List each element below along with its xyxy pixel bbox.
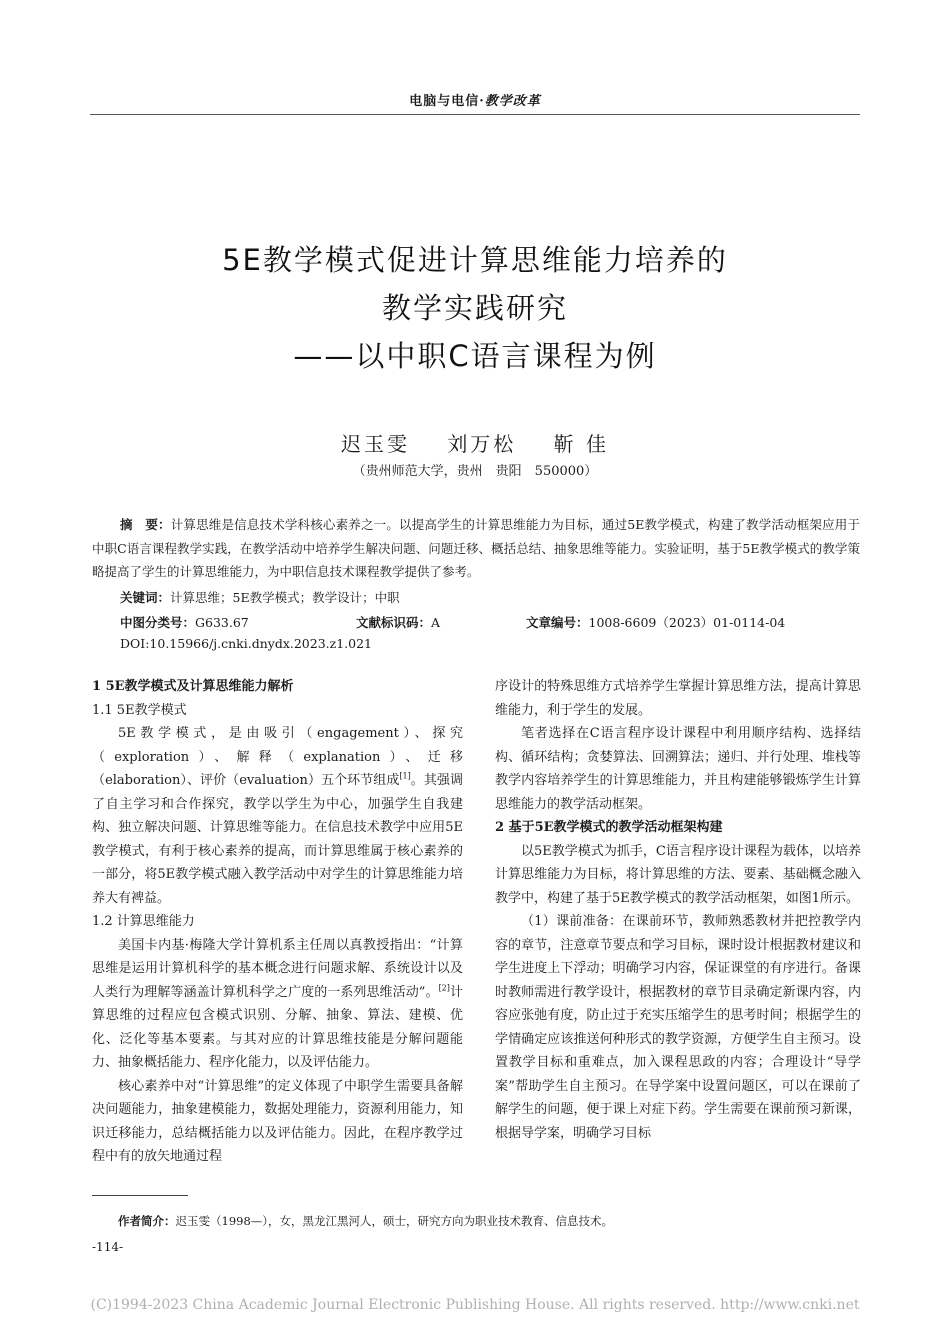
keywords-text: 计算思维；5E教学模式；教学设计；中职 xyxy=(170,590,400,605)
paragraph: 核心素养中对“计算思维”的定义体现了中职学生需要具备解决问题能力，抽象建模能力，数据处理能力，资源利用能力，知识迁移能力，总结概括能力以及评估能力。因此，在程序教学过程中有的放矢地通过程 xyxy=(92,1078,463,1164)
right-column xyxy=(495,675,861,1145)
article-number-value: 1008-6609（2023）01-0114-04 xyxy=(588,615,786,630)
section-name: 教学改革 xyxy=(484,94,541,109)
abstract xyxy=(92,513,860,584)
running-header xyxy=(0,90,950,109)
article-number xyxy=(526,613,785,631)
text-run: 。其强调了自主学习和合作探究，教学以学生为中心，加强学生自我建构、独立解决问题、计算思维等能力。在信息技术教学中应用5E教学模式，有利于核心素养的提高，而计算思维属于核心素养的一部分，将5E教学模式融入教学活动中对学生的计算思维能力培养大有裨益。 xyxy=(92,773,463,906)
author-list xyxy=(0,428,950,457)
page-number: -114- xyxy=(92,1240,124,1254)
footnote-text: 迟玉雯（1998—），女，黑龙江黑河人，硕士，研究方向为职业技术教育、信息技术。 xyxy=(175,1214,614,1228)
header-rule xyxy=(90,114,860,115)
title-line-3: ——以中职C语言课程为例 xyxy=(293,339,657,373)
journal-name: 电脑与电信 xyxy=(409,94,480,109)
section-1-2-heading: 1.2 计算思维能力 xyxy=(92,914,195,929)
paragraph: 序设计的特殊思维方式培养学生掌握计算思维方法，提高计算思维能力，利于学生的发展。 xyxy=(495,679,861,718)
footnote-label: 作者简介： xyxy=(118,1214,176,1228)
section-1-1-heading: 1.1 5E教学模式 xyxy=(92,702,187,718)
document-code-label: 文献标识码： xyxy=(356,615,432,630)
author-3: 靳 佳 xyxy=(553,432,610,456)
doi: DOI:10.15966/j.cnki.dnydx.2023.z1.021 xyxy=(120,636,373,651)
document-code xyxy=(356,613,440,631)
copyright-notice: (C)1994-2023 China Academic Journal Electronic Publishing House. All rights reserved. http://www.cnki.net xyxy=(90,1297,860,1313)
keywords xyxy=(120,588,400,606)
citation: [1] xyxy=(399,771,411,781)
abstract-label: 摘 要： xyxy=(120,517,171,532)
paragraph: 以5E教学模式为抓手，C语言程序设计课程为载体，以培养计算思维能力为目标，将计算思维的方法、要素、基础概念融入教学中，构建了基于5E教学模式的教学活动框架，如图1所示。 xyxy=(495,843,861,906)
citation: [2] xyxy=(438,983,450,993)
header-dot: · xyxy=(479,94,485,109)
author-bio-footnote xyxy=(118,1213,613,1229)
keywords-label: 关键词： xyxy=(120,590,171,605)
paragraph: 笔者选择在C语言程序设计课程中利用顺序结构、选择结构、循环结构；贪婪算法、回溯算法；递归、并行处理、堆栈等教学内容培养学生的计算思维能力，并且构建能够锻炼学生计算思维能力的教学活动框架。 xyxy=(495,726,861,812)
paragraph: （1）课前准备：在课前环节，教师熟悉教材并把控教学内容的章节，注意章节要点和学习目标，课时设计根据教材建议和学生进度上下浮动；明确学习内容，保证课堂的有序进行。备课时教师需进行教学设计，根据教材的章节目录确定新课内容，内容应张弛有度，防止过于充实压缩学生的思考时间；根据学生的学情确定应该推送何种形式的教学资源，方便学生自主预习。设置教学目标和重难点，加入课程思政的内容；合理设计“导学案”帮助学生自主预习。在导学案中设置问题区，可以在课前了解学生的问题，便于课上对症下药。学生需要在课前预习新课，根据导学案，明确学习目标 xyxy=(495,914,861,1141)
section-1-heading: 1 5E教学模式及计算思维能力解析 xyxy=(92,679,294,694)
title-line-1: 5E教学模式促进计算思维能力培养的 xyxy=(222,243,728,277)
footnote-rule xyxy=(92,1195,188,1196)
text-run: 计算思维的过程应包含模式识别、分解、抽象、算法、建模、优化、泛化等基本要素。与其对应的计算思维技能是分解问题能力、抽象概括能力、程序化能力，以及评估能力。 xyxy=(92,984,463,1070)
title-line-2: 教学实践研究 xyxy=(381,291,568,325)
classification-label: 中图分类号： xyxy=(120,615,196,630)
paragraph xyxy=(92,934,463,1075)
affiliation: （贵州师范大学，贵州 贵阳 550000） xyxy=(352,464,598,479)
section-2-heading: 2 基于5E教学模式的教学活动框架构建 xyxy=(495,820,723,835)
article-number-label: 文章编号： xyxy=(526,615,589,630)
abstract-text: 计算思维是信息技术学科核心素养之一。以提高学生的计算思维能力为目标，通过5E教学模式，构建了教学活动框架应用于中职C语言课程教学实践，在教学活动中培养学生解决问题、问题迁移、概括总结、抽象思维等能力。实验证明，基于5E教学模式的教学策略提高了学生的计算思维能力，为中职信息技术课程教学提供了参考。 xyxy=(92,517,860,579)
left-column xyxy=(92,675,463,1169)
classification-value: G633.67 xyxy=(195,615,249,630)
text-run: 5E教学模式，是由吸引（engagement）、探究（exploration）、解释（explanation）、迁移（elaboration）、评价（evaluation）五个环节组成 xyxy=(92,726,463,788)
document-code-value: A xyxy=(431,615,441,630)
paragraph xyxy=(92,722,463,910)
text-run: 美国卡内基·梅隆大学计算机系主任周以真教授指出：“计算思维是运用计算机科学的基本概念进行问题求解、系统设计以及人类行为理解等涵盖计算机科学之广度的一系列思维活动”。 xyxy=(92,937,463,1000)
author-2: 刘万松 xyxy=(447,432,517,456)
classification xyxy=(120,613,249,631)
author-1: 迟玉雯 xyxy=(340,432,410,456)
